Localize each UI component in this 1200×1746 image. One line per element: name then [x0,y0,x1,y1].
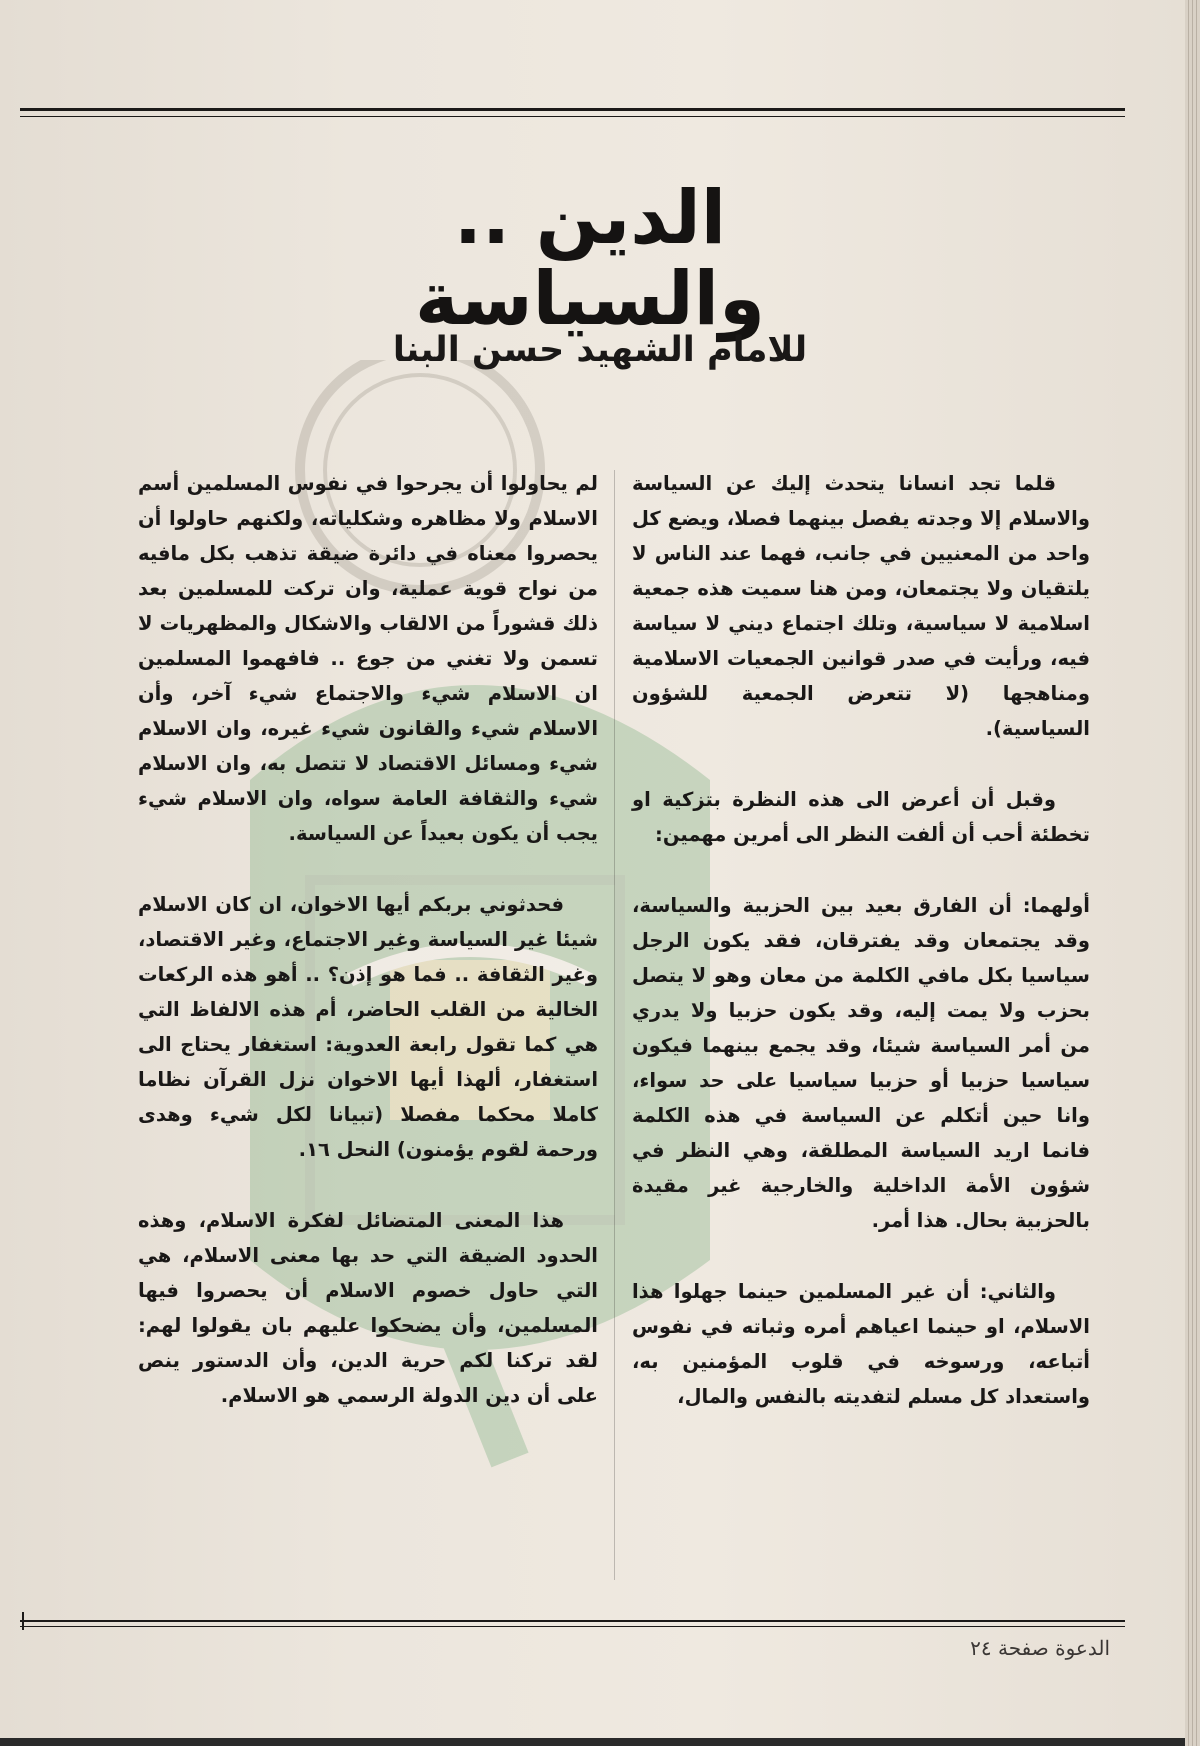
paragraph: لم يحاولوا أن يجرحوا في نفوس المسلمين أسم الاسلام ولا مظاهره وشكلياته، ولكنهم حاولوا أن يحصروا معناه في دائرة ضيقة تذهب بكل مافيه من نواح قوية عملية، وان تركت للمسلمين بعد ذلك قشوراً من الالقاب والاشكال والمظهريات لا تسمن ولا تغني من جوع .. فافهموا المسلمين ان الاسلام شيء والاجتماع شيء آخر، وأن الاسلام شيء والقانون شيء غيره، وان الاسلام شيء ومسائل الاقتصاد لا تتصل به، وان الاسلام شيء والثقافة العامة سواه، وان الاسلام شيء يجب أن يكون بعيداً عن السياسة. [138,472,598,845]
paragraph: وقبل أن أعرض الى هذه النظرة بتزكية او تخطئة أحب أن ألفت النظر الى أمرين مهمين: [632,788,1090,846]
top-rule [20,108,1125,111]
bottom-rule [20,1620,1125,1622]
article-title: الدين .. والسياسة [414,175,766,343]
paragraph: قلما تجد انسانا يتحدث إليك عن السياسة والاسلام إلا وجدته يفصل بينهما فصلا، ويضع كل واحد من المعنيين في جانب، فهما عند الناس لا يلتقيان ولا يجتمعان، ومن هنا سميت هذه جمعية اسلامية لا سياسية، وتلك اجتماع ديني لا سياسة فيه، ورأيت في صدر قوانين الجمعيات الاسلامية ومناهجها (لا تتعرض الجمعية للشؤون السياسية). [632,472,1090,740]
paragraph: فحدثوني بربكم أيها الاخوان، ان كان الاسلام شيئا غير السياسة وغير الاجتماع، وغير الاقتصاد، وغير الثقافة .. فما هو إذن؟ .. أهو هذه الركعات الخالية من القلب الحاضر، أم هذه الالفاظ التي هي كما تقول رابعة العدوية: استغفار يحتاج الى استغفار، ألهذا أيها الاخوان نزل القرآن نظاما كاملا محكما مفصلا (تبيانا لكل شيء وهدى ورحمة لقوم يؤمنون) النحل ١٦. [138,893,598,1161]
page-footer: الدعوة صفحة ٢٤ [970,1636,1110,1660]
paragraph: والثاني: أن غير المسلمين حينما جهلوا هذا الاسلام، او حينما اعياهم أمره وثباته في نفوس أتباعه، ورسوخه في قلوب المؤمنين به، واستعداد كل مسلم لتفديته بالنفس والمال، [632,1280,1090,1408]
article-column-right [632,466,1090,1450]
paragraph: أولهما: أن الفارق بعيد بين الحزبية والسياسة، وقد يجتمعان وقد يفترقان، فقد يكون الرجل سياسيا بكل مافي الكلمة من معان وهو لا يتصل بحزب ولا يمت إليه، وقد يكون حزبيا ولا يدري من أمر السياسة شيئا، وقد يجمع بينهما فيكون سياسيا حزبيا أو حزبيا سياسيا على حد سواء، وانا حين أتكلم عن السياسة في هذه الكلمة فانما اريد السياسة المطلقة، وهي النظر في شؤون الأمة الداخلية والخارجية غير مقيدة بالحزبية بحال. هذا أمر. [632,894,1090,1232]
paragraph: هذا المعنى المتضائل لفكرة الاسلام، وهذه الحدود الضيقة التي حد بها معنى الاسلام، هي التي حاول خصوم الاسلام أن يحصروا فيها المسلمين، وأن يضحكوا عليهم بان يقولوا لهم: لقد تركنا لكم حرية الدين، وأن الدستور ينص على أن دين الدولة الرسمي هو الاسلام. [138,1209,598,1407]
top-rule-thin [20,116,1125,117]
page-edge [1185,0,1200,1746]
column-divider [614,470,615,1580]
bottom-rule-thin [20,1626,1125,1627]
article-column-left [138,466,598,1449]
article-author: للامام الشهيد حسن البنا [392,330,808,370]
